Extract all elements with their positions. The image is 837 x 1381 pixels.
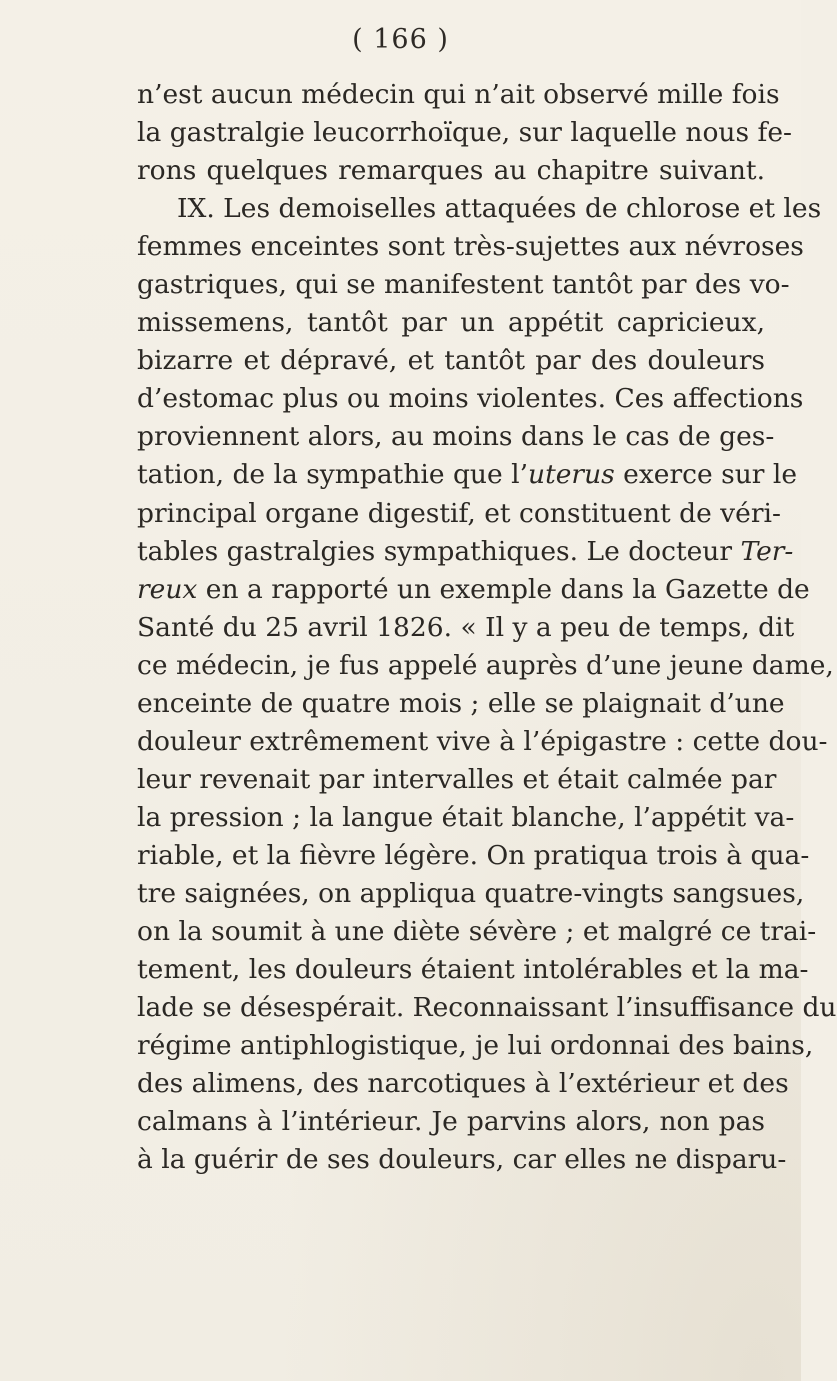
text-line <box>137 418 775 456</box>
text-line <box>137 342 765 380</box>
italic-term: Ter- <box>740 535 794 567</box>
text-segment: femmes enceintes sont très-sujettes aux névroses <box>137 231 804 263</box>
text-segment: rons quelques remarques au chapitre suivant. <box>137 155 765 187</box>
text-line <box>137 951 809 989</box>
text-segment: régime antiphlogistique, je lui ordonnai des bains, <box>137 1030 814 1062</box>
text-segment: lade se désespérait. Reconnaissant l’insuffisance du <box>137 992 837 1024</box>
text-line <box>137 685 785 723</box>
text-line <box>137 456 798 494</box>
text-line <box>137 837 810 875</box>
text-segment: Santé du 25 avril 1826. « Il y a peu de temps, dit <box>137 611 795 643</box>
text-segment: on la soumit à une diète sévère ; et malgré ce trai- <box>137 916 817 948</box>
text-segment: principal organe digestif, et constituent de véri- <box>137 497 781 529</box>
text-segment: calmans à l’intérieur. Je parvins alors, non pas <box>137 1106 765 1138</box>
text-line <box>137 723 828 761</box>
text-segment: en a rapporté un exemple dans la Gazette de <box>197 573 810 605</box>
text-line <box>137 190 822 228</box>
text-segment: n’est aucun médecin qui n’ait observé mille fois <box>137 79 780 110</box>
text-segment: tre saignées, on appliqua quatre-vingts sangsues, <box>137 877 805 909</box>
text-line <box>137 647 834 685</box>
text-segment: gastriques, qui se manifestent tantôt par des vo- <box>137 269 790 301</box>
text-line <box>137 266 790 304</box>
text-segment: des alimens, des narcotiques à l’extérieur et des <box>137 1068 789 1100</box>
text-segment: missemens, tantôt par un appétit capricieux, <box>137 307 765 339</box>
text-segment: tation, de la sympathie que l’ <box>137 459 529 491</box>
text-line <box>137 495 781 533</box>
italic-term: uterus <box>528 459 615 491</box>
text-line <box>137 152 765 190</box>
text-line <box>137 114 792 152</box>
text-line <box>137 533 794 571</box>
text-line <box>137 875 805 913</box>
text-line <box>137 380 804 418</box>
text-line <box>137 913 817 951</box>
text-segment: d’estomac plus ou moins violentes. Ces affections <box>137 383 804 415</box>
text-line <box>137 228 804 266</box>
text-line <box>137 1065 789 1103</box>
text-segment: leur revenait par intervalles et était calmée par <box>137 763 777 795</box>
body-text <box>137 76 837 1179</box>
text-segment: riable, et la fièvre légère. On pratiqua trois à qua- <box>137 839 810 871</box>
text-line <box>137 989 837 1027</box>
text-segment: proviennent alors, au moins dans le cas de ges- <box>137 421 775 453</box>
text-line <box>137 761 777 799</box>
text-segment: tement, les douleurs étaient intolérables et la ma- <box>137 954 809 986</box>
text-line <box>137 76 780 114</box>
text-segment: ce médecin, je fus appelé auprès d’une jeune dame, <box>137 649 834 681</box>
text-segment: la gastralgie leucorrhoïque, sur laquelle nous fe- <box>137 117 792 149</box>
text-segment: douleur extrêmement vive à l’épigastre : cette dou- <box>137 725 828 757</box>
text-line <box>137 1103 765 1141</box>
italic-term: reux <box>137 573 198 605</box>
text-line <box>137 1141 787 1179</box>
text-segment: exerce sur le <box>614 459 798 491</box>
text-segment: enceinte de quatre mois ; elle se plaignait d’une <box>137 687 785 719</box>
text-line <box>137 571 810 609</box>
text-line <box>137 304 765 342</box>
text-line <box>137 1027 814 1065</box>
text-segment: tables gastralgies sympathiques. Le docteur <box>137 535 741 567</box>
text-segment: IX. Les demoiselles attaquées de chlorose et les <box>177 193 822 225</box>
text-segment: à la guérir de ses douleurs, car elles ne disparu- <box>137 1144 787 1176</box>
text-line <box>137 799 795 837</box>
text-segment: la pression ; la langue était blanche, l’appétit va- <box>137 801 795 833</box>
page-number: ( 166 ) <box>352 24 449 55</box>
text-segment: bizarre et dépravé, et tantôt par des douleurs <box>137 345 765 377</box>
text-line <box>137 609 795 647</box>
